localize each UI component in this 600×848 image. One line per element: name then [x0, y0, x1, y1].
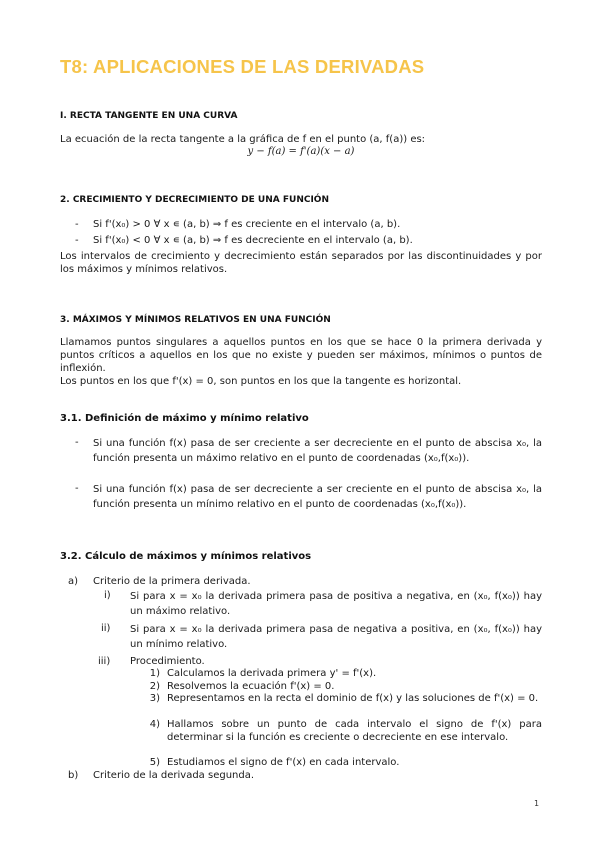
section-3-heading: 3. MÁXIMOS Y MÍNIMOS RELATIVOS EN UNA FUNCIÓN — [60, 315, 331, 325]
criterion-ii-text: Si para x = x₀ la derivada primera pasa de negativa a positiva, en (x₀, f(x₀)) hay un mínimo relativo. — [130, 624, 542, 650]
procedure-step-2: Resolvemos la ecuación f'(x) = 0. — [167, 681, 335, 692]
section-2-paragraph: Los intervalos de crecimiento y decrecimiento están separados por las discontinuidades y por los máximos y mínimos relativos. — [60, 251, 542, 275]
step-marker: 4) — [149, 719, 160, 730]
section-3-paragraph-1: Llamamos puntos singulares a aquellos puntos en los que se hace 0 la primera derivada y puntos críticos a aquellos en los que no existe y pueden ser máximos, mínimos o puntos de inflexión. — [60, 337, 542, 374]
tangent-formula: y − f(a) = f'(a)(x − a) — [247, 146, 355, 157]
section-2-heading: 2. CRECIMIENTO Y DECRECIMIENTO DE UNA FUNCIÓN — [60, 195, 329, 205]
bullet-dash: - — [75, 483, 79, 494]
list-marker-ii: ii) — [101, 623, 111, 634]
list-marker-i: i) — [104, 590, 111, 601]
section-3-paragraph-2: Los puntos en los que f'(x) = 0, son puntos en los que la tangente es horizontal. — [60, 376, 462, 387]
step-marker: 1) — [149, 668, 160, 679]
bullet-dash: - — [75, 235, 79, 246]
bullet-dash: - — [75, 219, 79, 230]
growth-bullet-1: Si f'(x₀) > 0 ∀ x ∊ (a, b) ⇒ f es creciente en el intervalo (a, b). — [93, 219, 401, 230]
list-marker-b: b) — [68, 770, 79, 781]
section-1-heading: I. RECTA TANGENTE EN UNA CURVA — [60, 111, 238, 121]
page-number: 1 — [534, 799, 540, 808]
second-derivative-criterion: Criterio de la derivada segunda. — [93, 770, 255, 781]
procedure-step-4: Hallamos sobre un punto de cada intervalo el signo de f'(x) para determinar si la función es creciente o decreciente en ese intervalo. — [167, 719, 542, 743]
procedure-label: Procedimiento. — [130, 656, 205, 667]
bullet-dash: - — [75, 437, 79, 448]
step-marker: 2) — [149, 681, 160, 692]
definition-bullet-1: Si una función f(x) pasa de ser creciente a ser decreciente en el punto de abscisa x₀, la función presenta un máximo relativo en el punto de coordenadas (x₀,f(x₀)). — [93, 438, 542, 464]
section-3-2-heading: 3.2. Cálculo de máximos y mínimos relativos — [60, 551, 312, 562]
list-marker-a: a) — [68, 576, 79, 587]
section-1-text: La ecuación de la recta tangente a la gráfica de f en el punto (a, f(a)) es: — [60, 134, 426, 145]
section-3-1-heading: 3.1. Definición de máximo y mínimo relativo — [60, 413, 309, 424]
step-marker: 3) — [149, 693, 160, 704]
document-title: T8: APLICACIONES DE LAS DERIVADAS — [60, 56, 425, 77]
definition-bullet-2: Si una función f(x) pasa de ser decreciente a ser creciente en el punto de abscisa x₀, la función presenta un mínimo relativo en el punto de coordenadas (x₀,f(x₀)). — [93, 484, 542, 510]
procedure-step-5: Estudiamos el signo de f'(x) en cada intervalo. — [167, 757, 400, 768]
first-derivative-criterion: Criterio de la primera derivada. — [93, 576, 251, 587]
step-marker: 5) — [149, 757, 160, 768]
procedure-step-1: Calculamos la derivada primera y' = f'(x). — [167, 668, 377, 679]
procedure-step-3: Representamos en la recta el dominio de f(x) y las soluciones de f'(x) = 0. — [167, 693, 539, 704]
list-marker-iii: iii) — [98, 656, 111, 667]
growth-bullet-2: Si f'(x₀) < 0 ∀ x ∊ (a, b) ⇒ f es decreciente en el intervalo (a, b). — [93, 235, 413, 246]
criterion-i-text: Si para x = x₀ la derivada primera pasa de positiva a negativa, en (x₀, f(x₀)) hay un máximo relativo. — [130, 591, 542, 617]
